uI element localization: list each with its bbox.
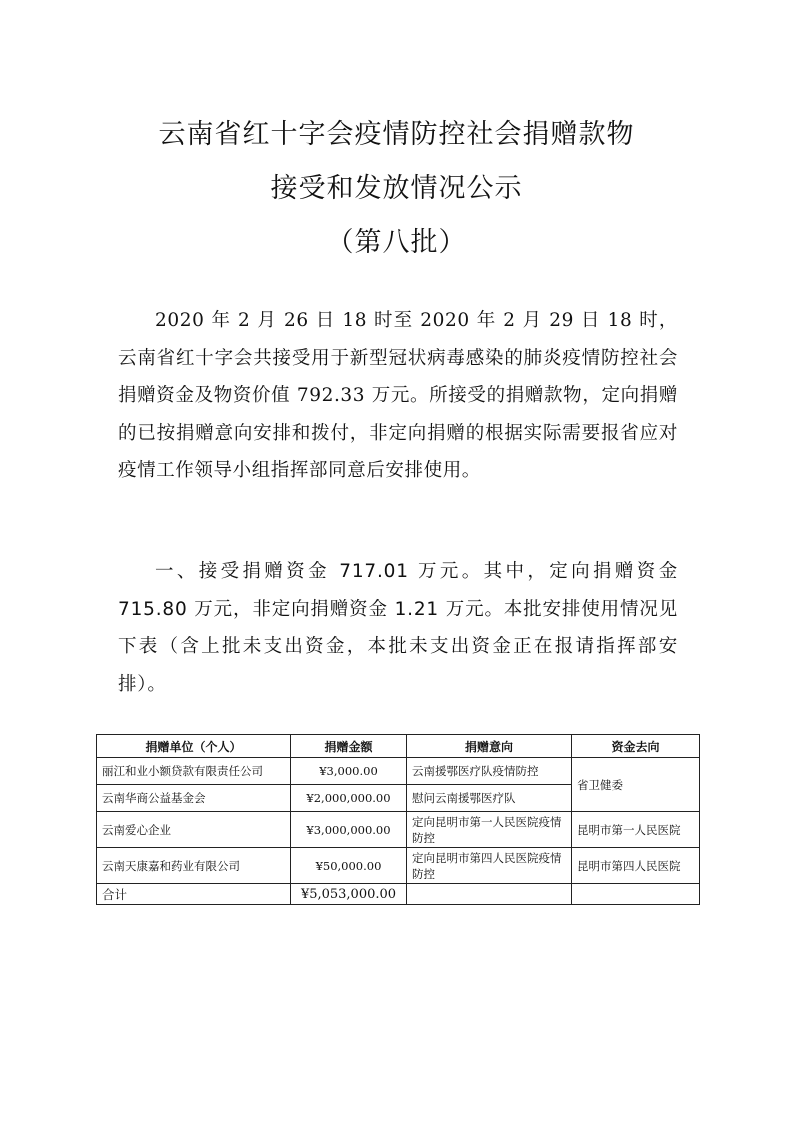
header-amount: 捐赠金额 bbox=[291, 735, 407, 758]
amount-cell: ¥2,000,000.00 bbox=[291, 785, 407, 812]
intent-cell: 定向昆明市第四人民医院疫情防控 bbox=[407, 848, 572, 884]
doc-title-line1: 云南省红十字会疫情防控社会捐赠款物 bbox=[158, 119, 635, 150]
header-intent: 捐赠意向 bbox=[407, 735, 572, 758]
section1-paragraph: 一、接受捐赠资金 717.01 万元。其中，定向捐赠资金715.80 万元，非定向捐赠资金 1.21 万元。本批安排使用情况见下表（含上批未支出资金，本批未支出资金正在报请指挥部安排）。 bbox=[118, 561, 678, 695]
amount-cell: ¥3,000,000.00 bbox=[291, 812, 407, 848]
total-empty-cell bbox=[572, 884, 700, 905]
intent-cell: 定向昆明市第一人民医院疫情防控 bbox=[407, 812, 572, 848]
destination-cell: 昆明市第一人民医院 bbox=[572, 812, 700, 848]
total-amount-cell: ¥5,053,000.00 bbox=[291, 884, 407, 905]
table-row bbox=[97, 848, 700, 884]
total-label-cell: 合计 bbox=[97, 884, 291, 905]
header-donor: 捐赠单位（个人） bbox=[97, 735, 291, 758]
donor-cell: 云南天康嘉和药业有限公司 bbox=[97, 848, 291, 884]
doc-title-line3: （第八批） bbox=[326, 227, 467, 258]
intent-cell: 慰问云南援鄂医疗队 bbox=[407, 785, 572, 812]
donor-cell: 云南爱心企业 bbox=[97, 812, 291, 848]
donations-table bbox=[96, 734, 700, 905]
header-destination: 资金去向 bbox=[572, 735, 700, 758]
table-row bbox=[97, 812, 700, 848]
doc-title-line2: 接受和发放情况公示 bbox=[270, 173, 523, 204]
donor-cell: 云南华商公益基金会 bbox=[97, 785, 291, 812]
destination-cell: 昆明市第四人民医院 bbox=[572, 848, 700, 884]
table-row bbox=[97, 758, 700, 785]
total-empty-cell bbox=[407, 884, 572, 905]
amount-cell: ¥50,000.00 bbox=[291, 848, 407, 884]
donor-cell: 丽江和业小额贷款有限责任公司 bbox=[97, 758, 291, 785]
table-total-row bbox=[97, 884, 700, 905]
intent-cell: 云南援鄂医疗队疫情防控 bbox=[407, 758, 572, 785]
amount-cell: ¥3,000.00 bbox=[291, 758, 407, 785]
table-header-row bbox=[97, 735, 700, 758]
intro-paragraph: 2020 年 2 月 26 日 18 时至 2020 年 2 月 29 日 18 时，云南省红十字会共接受用于新型冠状病毒感染的肺炎疫情防控社会捐赠资金及物资价值 792.33 万元。所接受的捐赠款物，定向捐赠的已按捐赠意向安排和拨付，非定向捐赠的根据实际需要报省应对疫情工作领导小组指挥部同意后安排使用。 bbox=[118, 310, 678, 481]
destination-cell-merged: 省卫健委 bbox=[572, 758, 700, 812]
